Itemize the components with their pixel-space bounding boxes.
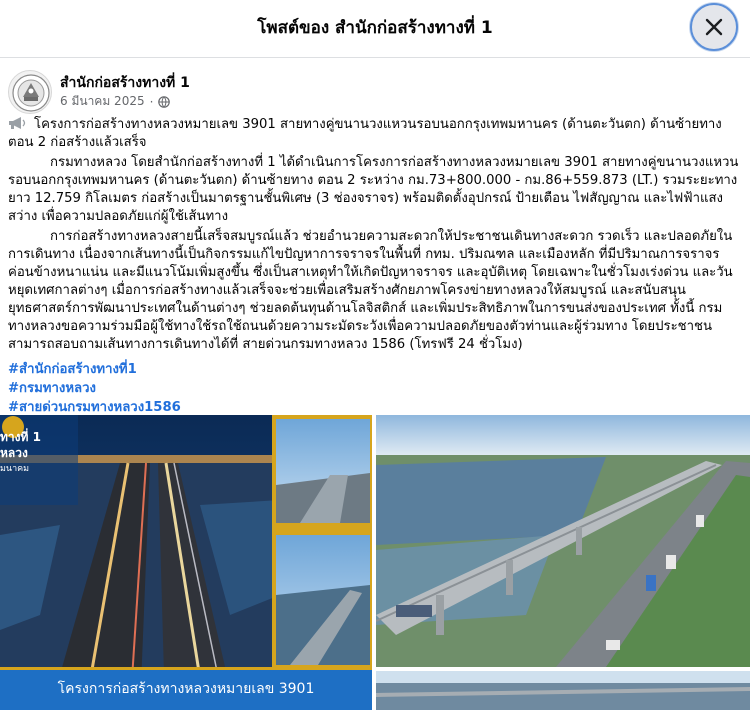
department-seal-icon bbox=[9, 71, 52, 114]
hashtag-link[interactable]: #กรมทางหลวง bbox=[8, 381, 96, 396]
post-paragraph-intro bbox=[8, 116, 742, 152]
banner-bottom-text: โครงการก่อสร้างทางหลวงหมายเลข 3901 bbox=[57, 681, 315, 697]
post-date[interactable]: 6 มีนาคม 2025 bbox=[60, 94, 145, 108]
hashtag-link[interactable]: #สำนักก่อสร้างทางที่1 bbox=[8, 362, 137, 377]
hashtag-list bbox=[8, 360, 742, 417]
banner-side-text bbox=[0, 429, 41, 477]
avatar[interactable] bbox=[8, 70, 52, 114]
megaphone-icon bbox=[8, 116, 28, 130]
intro-text: โครงการก่อสร้างทางหลวงหมายเลข 3901 สายทางคู่ขนานวงแหวนรอบนอกกรุงเทพมหานคร (ด้านตะวันตก) ด้านซ้ายทาง ตอน 2 ก่อสร้างแล้วเสร็จ bbox=[8, 117, 722, 150]
daytime-highway-image bbox=[376, 415, 750, 667]
meta-separator: · bbox=[149, 94, 154, 109]
banner-side-line-3: มนาคม bbox=[0, 464, 30, 474]
photo-grid bbox=[0, 415, 750, 710]
dialog-title: โพสต์ของ สำนักก่อสร้างทางที่ 1 bbox=[257, 18, 493, 38]
post-author[interactable]: สำนักก่อสร้างทางที่ 1 bbox=[60, 75, 190, 91]
hashtag-link[interactable]: #สายด่วนกรมทางหลวง1586 bbox=[8, 400, 181, 415]
dialog-header bbox=[0, 0, 750, 58]
banner-side-line-1: ทางที่ 1 bbox=[0, 430, 41, 444]
globe-icon bbox=[158, 96, 170, 108]
post-header bbox=[8, 70, 708, 116]
post-paragraph-details: กรมทางหลวง โดยสำนักก่อสร้างทางที่ 1 ได้ดำเนินการโครงการก่อสร้างทางหลวงหมายเลข 3901 สายทางคู่ขนานวงแหวนรอบนอกกรุงเทพมหานคร (ด้านตะวันตก) ด้านซ้ายทาง ตอน 2 ระหว่าง กม.73+800.000 - กม.86+559.873 (LT.) รวมระยะทางยาว 12.759 กิโลเมตร ก่อสร้างเป็นมาตรฐานชั้นพิเศษ (3 ช่องจราจร) พร้อมติดตั้งอุปกรณ์ ป้ายเตือน ไฟสัญญาณ และไฟฟ้าแสงสว่าง เพื่อความปลอดภัยแก่ผู้ใช้เส้นทาง bbox=[8, 155, 739, 224]
banner-side-line-2: หลวง bbox=[0, 446, 28, 460]
aerial-strip-image bbox=[376, 671, 750, 710]
photo-daytime-highway[interactable] bbox=[376, 415, 750, 667]
post-body bbox=[8, 116, 742, 417]
post-paragraph-benefits: การก่อสร้างทางหลวงสายนี้เสร็จสมบูรณ์แล้ว ช่วยอำนวยความสะดวกให้ประชาชนเดินทางสะดวก รวดเร็ว และปลอดภัยในการเดินทาง เนื่องจากเส้นทางนี้เป็นกิจกรรมแก้ไขปัญหาการจราจรในพื้นที่ กทม. ปริมณฑล และเมืองหลัก ที่มีปริมาณการจราจรค่อนข้างหนาแน่น และมีแนวโน้มเพิ่มสูงขึ้น ซึ่งเป็นสาเหตุทำให้เกิดปัญหาจราจร และอุบัติเหตุ โดยเฉพาะในชั่วโมงเร่งด่วน และวันหยุดเทศกาลต่างๆ เมื่อการก่อสร้างทางแล้วเสร็จจะช่วยเพื่อเสริมสร้างศักยภาพโครงข่ายทางหลวงให้สมบูรณ์ และสนับสนุนยุทธศาสตร์การพัฒนาประเทศในด้านต่างๆ ช่วยลดต้นทุนด้านโลจิสติกส์ และเพิ่มประสิทธิภาพในการขนส่งของประเทศ ทั้งนี้ กรมทางหลวงขอความร่วมมือผู้ใช้ทางใช้รถใช้ถนนด้วยความระมัดระวังเพื่อความปลอดภัยของตัวท่านและผู้ร่วมทาง โดยประชาชนสามารถสอบถามเส้นทางการเดินทางได้ที่ สายด่วนกรมทางหลวง 1586 (โทรฟรี 24 ชั่วโมง) bbox=[8, 229, 733, 352]
close-icon bbox=[704, 17, 724, 37]
photo-night-highway-banner[interactable] bbox=[0, 415, 372, 710]
close-button[interactable] bbox=[690, 3, 738, 51]
post-meta bbox=[60, 92, 170, 111]
night-highway-image bbox=[0, 415, 372, 710]
photo-aerial-strip[interactable] bbox=[376, 671, 750, 710]
